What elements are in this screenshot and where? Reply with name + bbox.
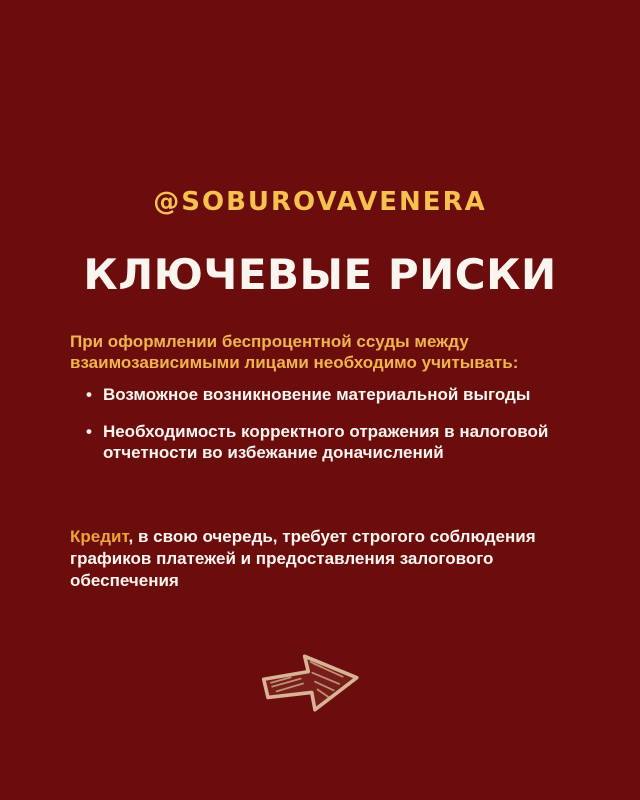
bullet-text: Необходимость корректного отражения в налоговой отчетности во избежание доначислений: [102, 422, 549, 462]
account-handle: @SOBUROVAVENERA: [153, 187, 487, 217]
paragraph-rest: , в свою очередь, требует строгого соблюдения графиков платежей и предоставления залогового обеспечения: [70, 527, 536, 590]
bullet-text: Возможное возникновение материальной выгоды: [102, 385, 531, 404]
bullet-icon: •: [86, 422, 92, 441]
bullet-list: [86, 384, 578, 479]
highlight-word: Кредит: [70, 527, 129, 546]
credit-paragraph: [70, 526, 572, 592]
list-item: [86, 421, 578, 463]
right-arrow-doodle-icon: [255, 645, 365, 718]
list-item: [86, 384, 578, 405]
page-title: КЛЮЧЕВЫЕ РИСКИ: [83, 250, 557, 299]
intro-text: При оформлении беспроцентной ссуды между взаимозависимыми лицами необходимо учитывать:: [70, 332, 519, 372]
bullet-icon: •: [86, 385, 92, 404]
